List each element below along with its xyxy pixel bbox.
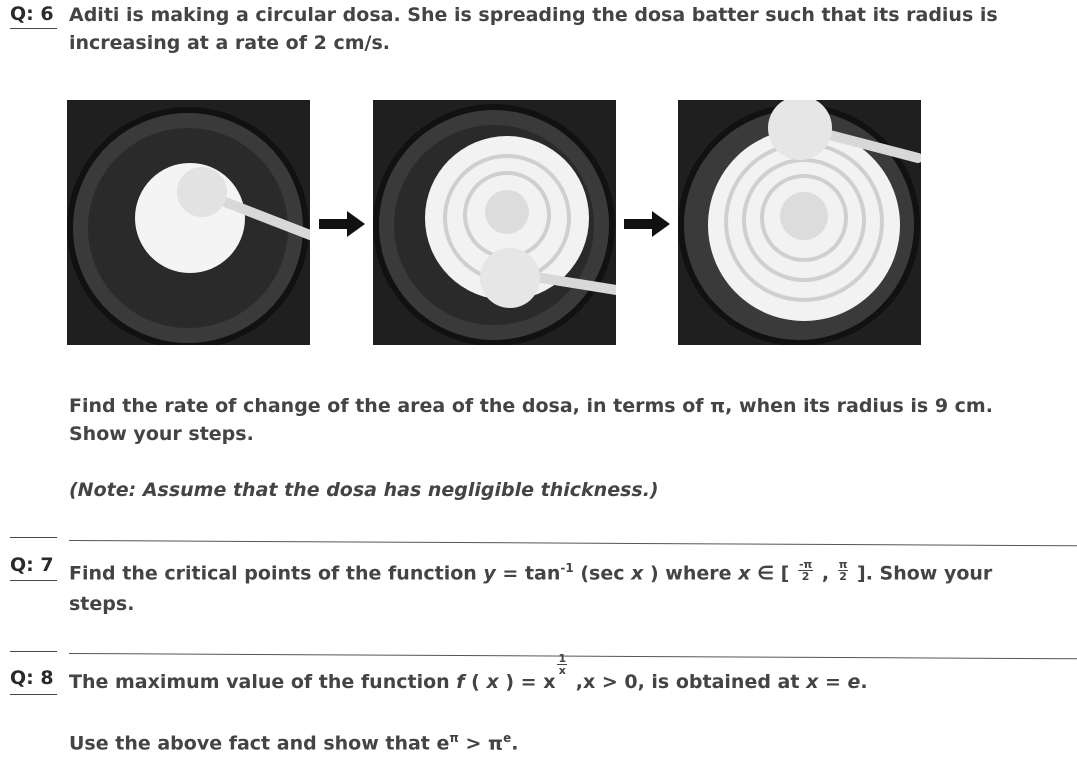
q6-underline [10, 28, 57, 29]
q7-text-line2: steps. [69, 593, 135, 615]
dosa-photo-3 [678, 100, 921, 345]
q7-label: Q: 7 [10, 554, 54, 576]
fraction-neg-pi-over-2: $\frac{-\pi}{2}$ [798, 558, 813, 584]
right-arrow-icon [317, 210, 367, 238]
q7-text-line1: Find the critical points of the function $y = \tan^{-1} (\sec$ x ) where x ∈ [ $\frac{-\pi}{2}$ , $\frac{\pi}{2}$ ]. Show your [69, 558, 993, 585]
q6-label: Q: 6 [10, 3, 54, 25]
right-arrow-icon [622, 210, 672, 238]
q6-ask-line1: Find the rate of change of the area of the dosa, in terms of π, when its radius is 9 cm. [69, 395, 993, 417]
separator-q7-q8 [69, 653, 1077, 659]
q8-underline [10, 694, 57, 695]
q8-text-line1: The maximum value of the function f ( x ) = x $\frac{1}{x}$ ,x > 0, is obtained at x = e. [69, 652, 868, 693]
q6-text-line2: increasing at a rate of 2 cm/s. [69, 32, 390, 54]
q6-note: (Note: Assume that the dosa has negligible thickness.) [69, 479, 659, 501]
q8-overline [10, 651, 57, 652]
dosa-photo-2 [373, 100, 616, 345]
dosa-photo-1 [67, 100, 310, 345]
q6-ask-line2: Show your steps. [69, 423, 254, 445]
fraction-pi-over-2: $\frac{\pi}{2}$ [838, 558, 848, 584]
q8-label: Q: 8 [10, 667, 54, 689]
q7-overline [10, 537, 57, 538]
q6-text-line1: Aditi is making a circular dosa. She is spreading the dosa batter such that its radius is [69, 4, 998, 26]
q8-text-line2: Use the above fact and show that $e^\pi > \pi^e$. [69, 731, 519, 755]
exponent-one-over-x: $\frac{1}{x}$ [558, 652, 567, 677]
q7-underline [10, 580, 57, 581]
separator-q6-q7 [69, 540, 1077, 546]
